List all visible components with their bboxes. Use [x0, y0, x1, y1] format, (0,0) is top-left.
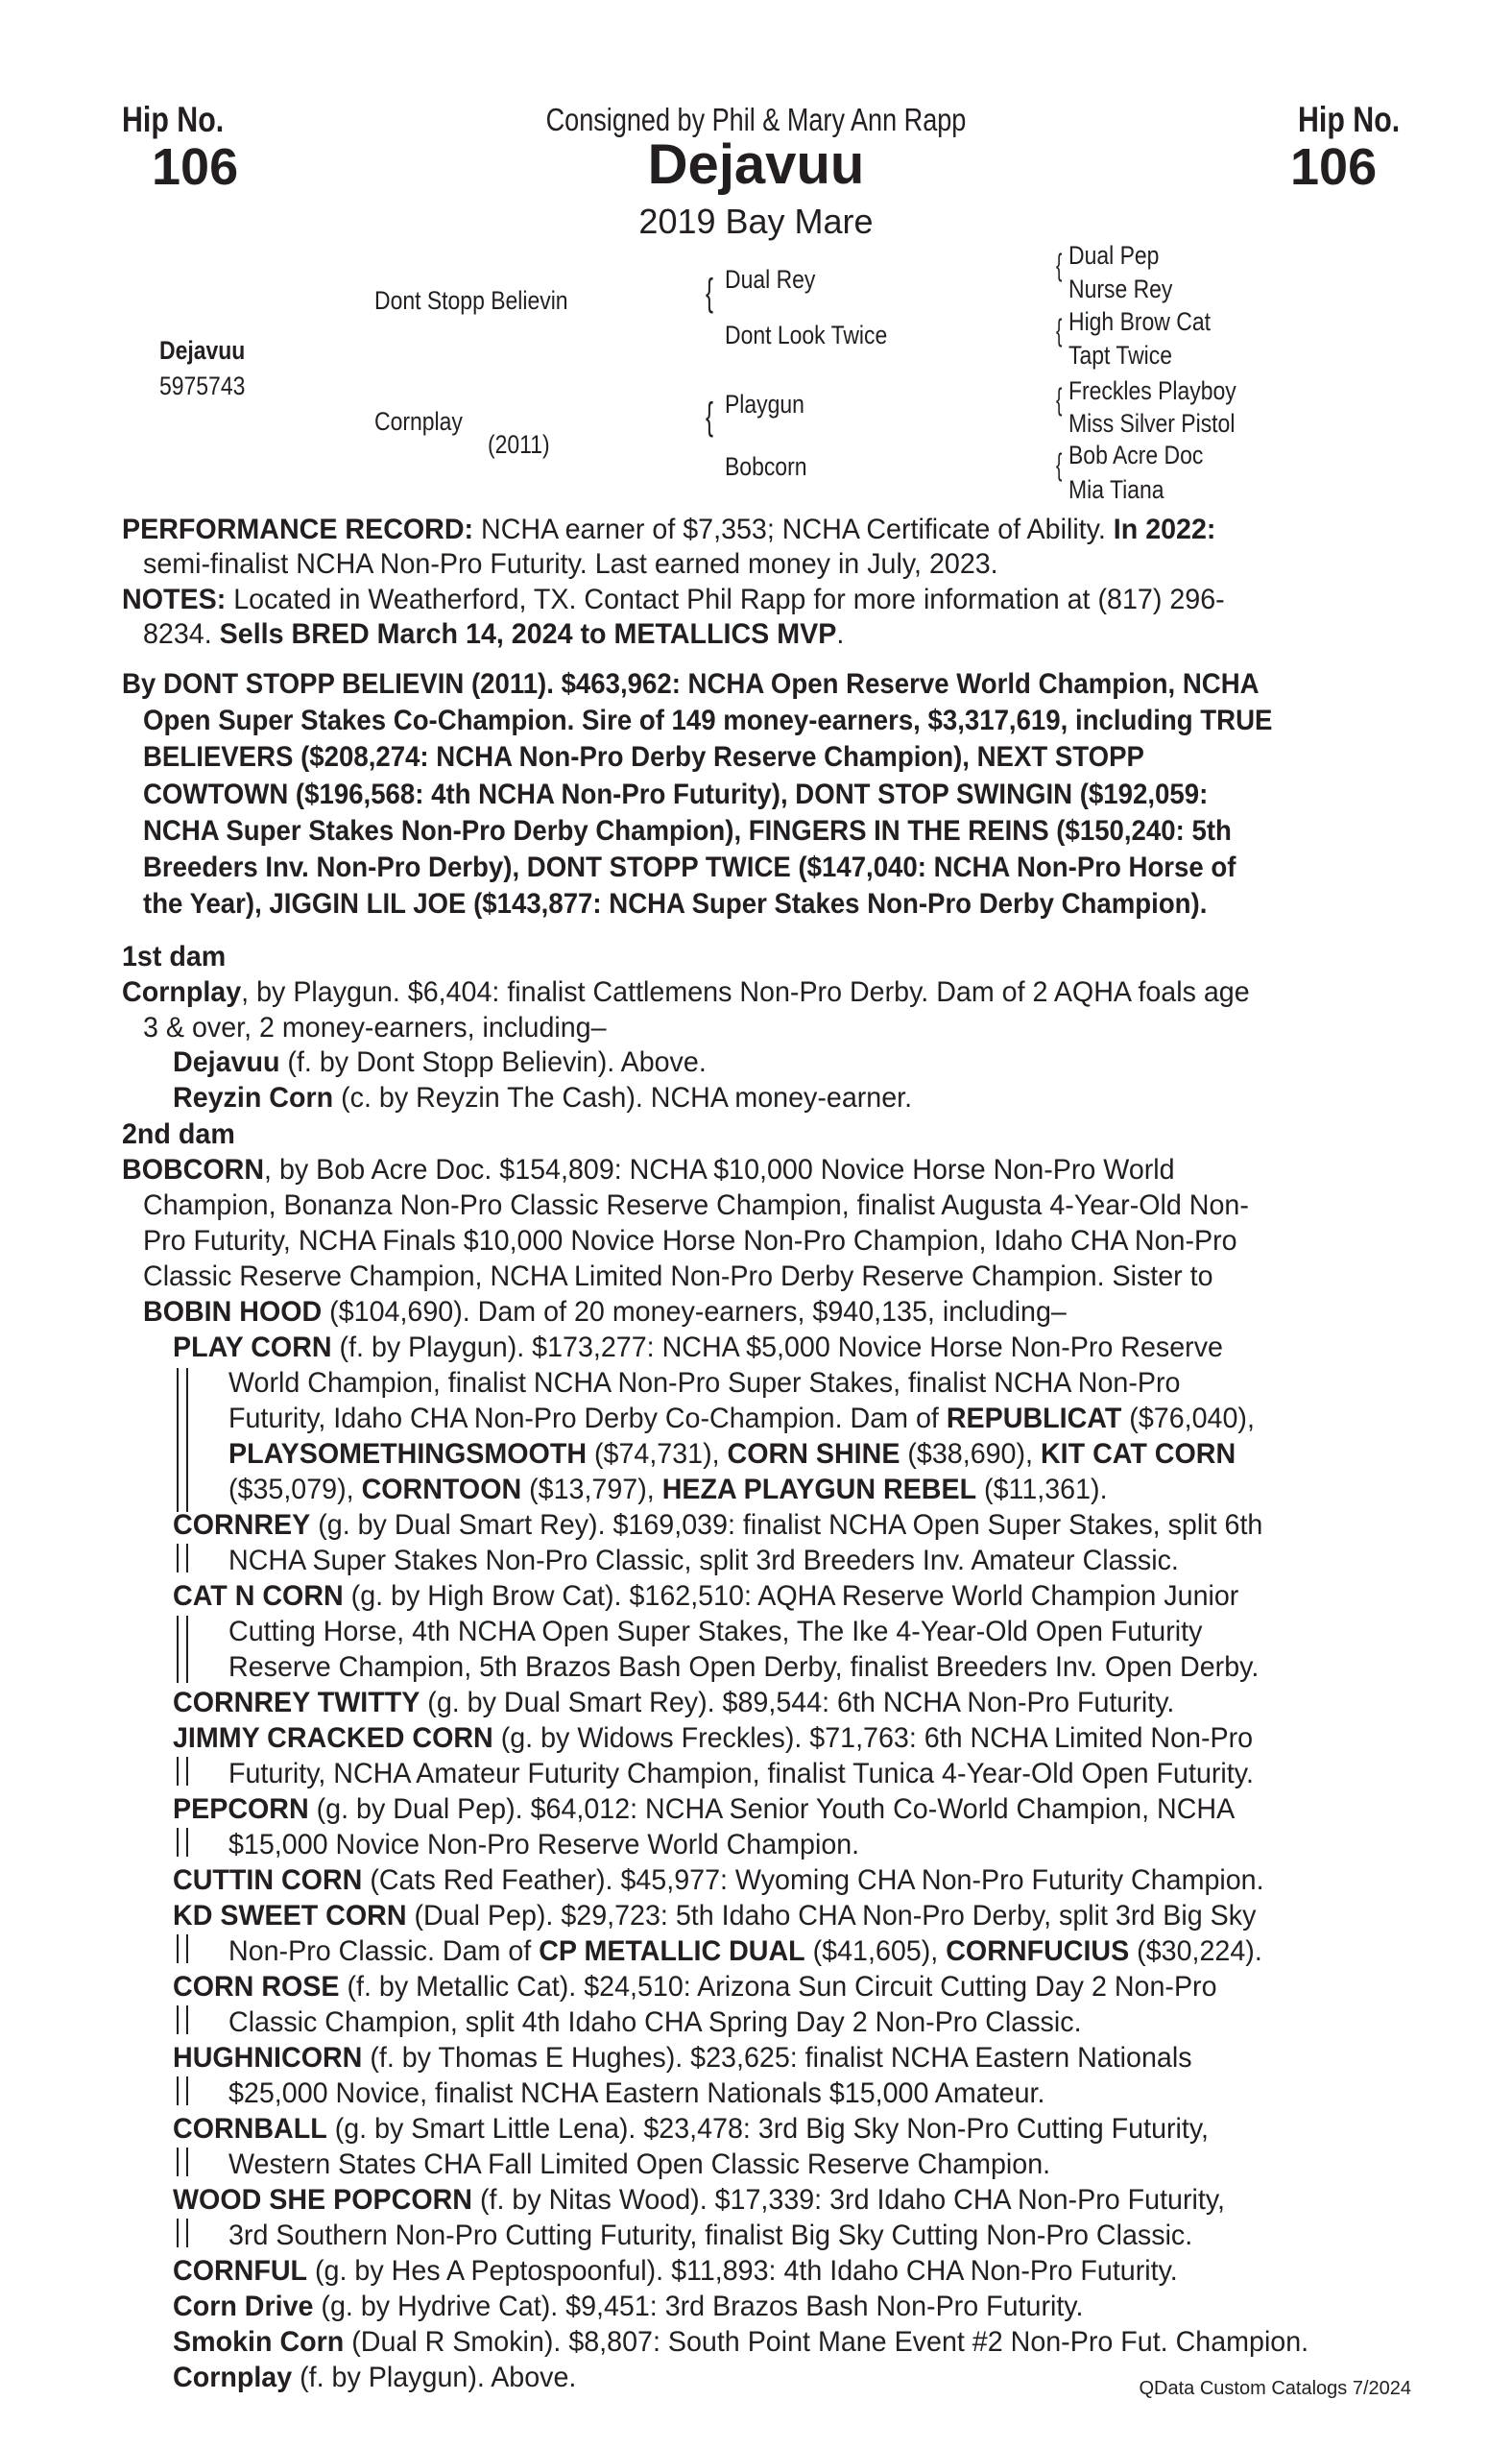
pedigree-dam-dam: Bobcorn [725, 452, 807, 481]
second-dam-line: BOBCORN, by Bob Acre Doc. $154,809: NCHA $10,000 Novice Horse Non-Pro World [122, 1154, 1175, 1186]
produce-item: JIMMY CRACKED CORN (g. by Widows Freckles). $71,763: 6th NCHA Limited Non-Pro [173, 1722, 1254, 1754]
produce-bar [177, 1828, 188, 1857]
produce-bar [177, 1368, 188, 1512]
performance-line: PERFORMANCE RECORD: NCHA earner of $7,353; NCHA Certificate of Ability. In 2022: [122, 514, 1216, 545]
pedigree-ggp-4: Tapt Twice [1068, 341, 1173, 370]
pedigree-sire-sire: Dual Rey [725, 265, 816, 294]
produce-item: PLAY CORN (f. by Playgun). $173,277: NCHA $5,000 Novice Horse Non-Pro Reserve [173, 1332, 1223, 1363]
produce-bar [177, 2219, 188, 2247]
produce-item: PEPCORN (g. by Dual Pep). $64,012: NCHA Senior Youth Co-World Champion, NCHA [173, 1793, 1236, 1825]
produce-item: Dejavuu (f. by Dont Stopp Believin). Above. [173, 1046, 707, 1078]
second-dam-heading: 2nd dam [122, 1118, 235, 1150]
produce-line: PLAYSOMETHINGSMOOTH ($74,731), CORN SHINE ($38,690), KIT CAT CORN [228, 1438, 1236, 1470]
sire-para-line: COWTOWN ($196,568: 4th NCHA Non-Pro Futurity), DONT STOP SWINGIN ($192,059: [143, 779, 1209, 810]
second-dam-line: Champion, Bonanza Non-Pro Classic Reserve Champion, finalist Augusta 4-Year-Old Non- [143, 1189, 1249, 1221]
produce-bar [177, 2148, 188, 2176]
produce-line: Futurity, Idaho CHA Non-Pro Derby Co-Champion. Dam of REPUBLICAT ($76,040), [228, 1403, 1255, 1434]
produce-bar [177, 1934, 188, 1963]
produce-line: 3rd Southern Non-Pro Cutting Futurity, finalist Big Sky Cutting Non-Pro Classic. [228, 2220, 1193, 2251]
second-dam-line: Classic Reserve Champion, NCHA Limited Non-Pro Derby Reserve Champion. Sister to [143, 1260, 1213, 1292]
horse-description: 2019 Bay Mare [638, 202, 874, 241]
pedigree-ggp-1: Dual Pep [1068, 241, 1160, 270]
hip-label-right: Hip No. [1298, 100, 1401, 139]
produce-item: CAT N CORN (g. by High Brow Cat). $162,510: AQHA Reserve World Champion Junior [173, 1580, 1239, 1612]
produce-bar [177, 2005, 188, 2034]
produce-item: CORNREY TWITTY (g. by Dual Smart Rey). $89,544: 6th NCHA Non-Pro Futurity. [173, 1687, 1175, 1718]
produce-line: Classic Champion, split 4th Idaho CHA Spring Day 2 Non-Pro Classic. [228, 2006, 1082, 2038]
produce-item: CORNBALL (g. by Smart Little Lena). $23,478: 3rd Big Sky Non-Pro Cutting Futurity, [173, 2113, 1210, 2145]
produce-bar [177, 1757, 188, 1786]
first-dam-line: 3 & over, 2 money-earners, including– [143, 1012, 607, 1044]
pedigree-brace: { [706, 272, 714, 314]
produce-item: HUGHNICORN (f. by Thomas E Hughes). $23,625: finalist NCHA Eastern Nationals [173, 2042, 1192, 2074]
pedigree-dam-sire: Playgun [725, 390, 804, 419]
pedigree-brace: { [1056, 313, 1063, 348]
hip-number-right: 106 [1290, 138, 1378, 196]
pedigree-brace: { [1056, 447, 1063, 482]
pedigree-brace: { [1056, 248, 1063, 282]
pedigree-horse: Dejavuu [159, 336, 246, 365]
pedigree-ggp-2: Nurse Rey [1068, 275, 1173, 303]
pedigree-reg-number: 5975743 [159, 372, 246, 400]
produce-item: Smokin Corn (Dual R Smokin). $8,807: South Point Mane Event #2 Non-Pro Fut. Champion. [173, 2326, 1309, 2358]
pedigree-brace: { [1056, 382, 1063, 417]
performance-line: semi-finalist NCHA Non-Pro Futurity. Last earned money in July, 2023. [143, 548, 998, 580]
pedigree-ggp-5: Freckles Playboy [1068, 376, 1236, 405]
sire-para-line: By DONT STOPP BELIEVIN (2011). $463,962: NCHA Open Reserve World Champion, NCHA [122, 668, 1260, 700]
produce-line: Non-Pro Classic. Dam of CP METALLIC DUAL ($41,605), CORNFUCIUS ($30,224). [228, 1935, 1262, 1967]
sire-para-line: NCHA Super Stakes Non-Pro Derby Champion), FINGERS IN THE REINS ($150,240: 5th [143, 815, 1232, 847]
produce-item: WOOD SHE POPCORN (f. by Nitas Wood). $17,339: 3rd Idaho CHA Non-Pro Futurity, [173, 2184, 1225, 2216]
hip-number-left: 106 [152, 138, 239, 196]
pedigree-ggp-8: Mia Tiana [1068, 475, 1164, 504]
produce-item: Corn Drive (g. by Hydrive Cat). $9,451: 3rd Brazos Bash Non-Pro Futurity. [173, 2291, 1084, 2322]
notes-line: NOTES: Located in Weatherford, TX. Contact Phil Rapp for more information at (817) 296- [122, 584, 1225, 615]
produce-line: $15,000 Novice Non-Pro Reserve World Champion. [228, 1829, 860, 1860]
notes-label: NOTES: [122, 584, 227, 615]
produce-item: KD SWEET CORN (Dual Pep). $29,723: 5th Idaho CHA Non-Pro Derby, split 3rd Big Sky [173, 1900, 1257, 1932]
produce-item: CORN ROSE (f. by Metallic Cat). $24,510: Arizona Sun Circuit Cutting Day 2 Non-Pro [173, 1971, 1217, 2003]
pedigree-ggp-7: Bob Acre Doc [1068, 441, 1204, 469]
performance-label: PERFORMANCE RECORD: [122, 514, 474, 545]
horse-name: Dejavuu [647, 133, 865, 196]
first-dam-heading: 1st dam [122, 941, 227, 972]
sire-para-line: Breeders Inv. Non-Pro Derby), DONT STOPP TWICE ($147,040: NCHA Non-Pro Horse of [143, 852, 1236, 883]
produce-bar [177, 2076, 188, 2105]
produce-line: Futurity, NCHA Amateur Futurity Champion, finalist Tunica 4-Year-Old Open Futurity. [228, 1758, 1254, 1789]
produce-line: $25,000 Novice, finalist NCHA Eastern Nationals $15,000 Amateur. [228, 2077, 1045, 2109]
second-dam-line: BOBIN HOOD ($104,690). Dam of 20 money-earners, $940,135, including– [143, 1296, 1067, 1328]
produce-line: Reserve Champion, 5th Brazos Bash Open Derby, finalist Breeders Inv. Open Derby. [228, 1651, 1260, 1683]
produce-line: ($35,079), CORNTOON ($13,797), HEZA PLAYGUN REBEL ($11,361). [228, 1474, 1108, 1505]
hip-label-left: Hip No. [122, 100, 225, 139]
sire-para-line: Open Super Stakes Co-Champion. Sire of 149 money-earners, $3,317,619, including TRUE [143, 705, 1273, 736]
sire-para-line: the Year), JIGGIN LIL JOE ($143,877: NCHA Super Stakes Non-Pro Derby Champion). [143, 888, 1208, 920]
footer-credit: QData Custom Catalogs 7/2024 [1139, 2378, 1411, 2399]
notes-line: 8234. Sells BRED March 14, 2024 to METALLICS MVP. [143, 618, 845, 650]
consignor: Consigned by Phil & Mary Ann Rapp [545, 102, 967, 137]
produce-line: Cutting Horse, 4th NCHA Open Super Stakes, The Ike 4-Year-Old Open Futurity [228, 1616, 1203, 1647]
produce-item: Cornplay (f. by Playgun). Above. [173, 2362, 577, 2393]
pedigree-sire-dam: Dont Look Twice [725, 321, 888, 349]
produce-line: Western States CHA Fall Limited Open Classic Reserve Champion. [228, 2148, 1051, 2180]
pedigree-dam-year: (2011) [488, 430, 550, 459]
produce-bar [177, 1544, 188, 1572]
pedigree-ggp-3: High Brow Cat [1068, 307, 1211, 336]
produce-line: NCHA Super Stakes Non-Pro Classic, split 3rd Breeders Inv. Amateur Classic. [228, 1545, 1179, 1576]
produce-item: Reyzin Corn (c. by Reyzin The Cash). NCHA money-earner. [173, 1082, 913, 1114]
pedigree-sire: Dont Stopp Believin [374, 286, 568, 315]
produce-line: World Champion, finalist NCHA Non-Pro Super Stakes, finalist NCHA Non-Pro [228, 1367, 1181, 1399]
produce-item: CORNFUL (g. by Hes A Peptospoonful). $11,893: 4th Idaho CHA Non-Pro Futurity. [173, 2255, 1178, 2287]
pedigree-dam: Cornplay [374, 407, 463, 436]
produce-bar [177, 1616, 188, 1683]
sire-para-line: BELIEVERS ($208,274: NCHA Non-Pro Derby Reserve Champion), NEXT STOPP [143, 741, 1144, 773]
produce-item: CORNREY (g. by Dual Smart Rey). $169,039: finalist NCHA Open Super Stakes, split 6th [173, 1509, 1263, 1541]
second-dam-line: Pro Futurity, NCHA Finals $10,000 Novice Horse Non-Pro Champion, Idaho CHA Non-Pro [143, 1225, 1237, 1257]
first-dam-line: Cornplay, by Playgun. $6,404: finalist Cattlemens Non-Pro Derby. Dam of 2 AQHA foals age [122, 976, 1250, 1008]
produce-item: CUTTIN CORN (Cats Red Feather). $45,977: Wyoming CHA Non-Pro Futurity Champion. [173, 1864, 1264, 1896]
pedigree-brace: { [706, 396, 714, 438]
pedigree-ggp-6: Miss Silver Pistol [1068, 409, 1236, 438]
